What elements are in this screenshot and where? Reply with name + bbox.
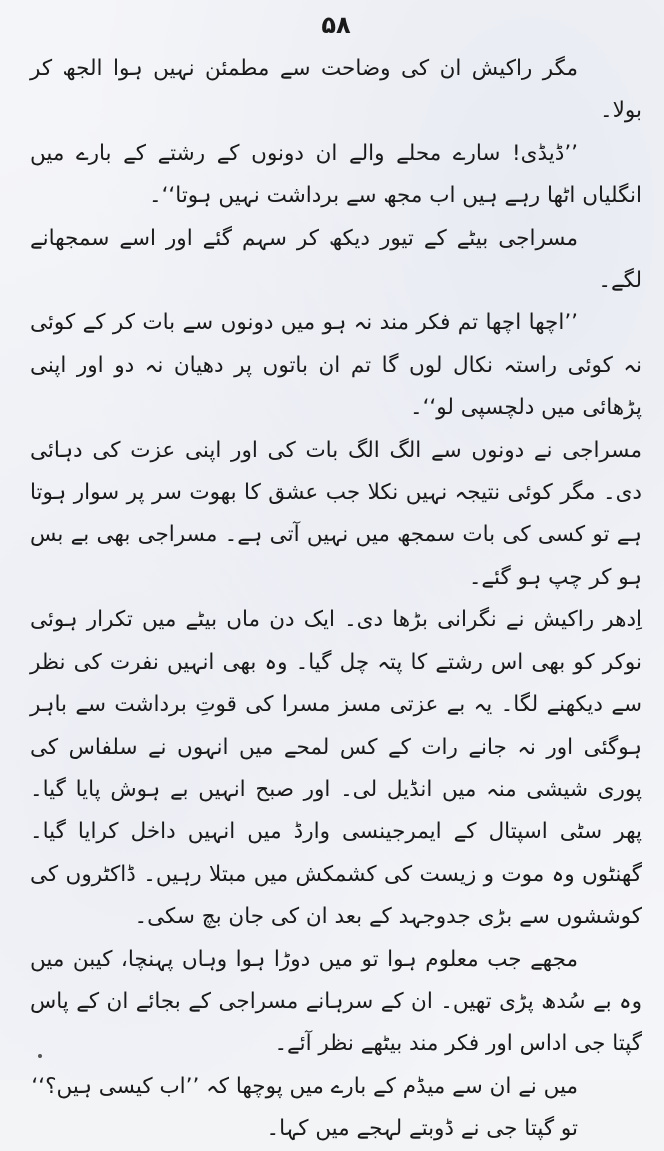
page-body — [30, 48, 642, 1151]
paragraph: مجھے جب معلوم ہوا تو میں دوڑا ہوا وہاں پہنچا، کیبن میں وہ بے سُدھ پڑی تھیں۔ ان کے سرہانے مسراجی کے بجائے ان کے پاس گپتا جی اداس اور فکر مند بیٹھے نظر آئے۔ — [30, 946, 642, 1057]
paragraph: تو گپتا جی نے ڈوبتے لہجے میں کہا۔ — [266, 1116, 578, 1142]
page-number: ۵۸ — [321, 11, 351, 39]
scan-speck — [38, 1054, 42, 1058]
paragraph: مسراجی نے دونوں سے الگ الگ بات کی اور اپنی عزت کی دہائی دی۔ مگر کوئی نتیجہ نہیں نکلا جب عشق کا بھوت سر پر سوار ہوتا ہے تو کسی کی بات سمجھ میں نہیں آتی ہے۔ مسراجی بھی بے بس ہو کر چپ ہو گئے۔ — [30, 437, 642, 590]
paragraph: ’’ڈیڈی! سارے محلے والے ان دونوں کے رشتے کے بارے میں انگلیاں اٹھا رہے ہیں اب مجھ سے برداشت نہیں ہوتا‘‘۔ — [30, 140, 642, 209]
paragraph: مگر راکیش ان کی وضاحت سے مطمئن نہیں ہوا الجھ کر بولا۔ — [30, 56, 642, 124]
paragraph: میں نے ان سے میڈم کے بارے میں پوچھا کہ ’’اب کیسی ہیں؟‘‘ — [31, 1073, 578, 1099]
paragraph: اِدھر راکیش نے نگرانی بڑھا دی۔ ایک دن ماں بیٹے میں تکرار ہوئی نوکر کو بھی اس رشتے کا پتہ چل گیا۔ وہ بھی انہیں نفرت کی نظر سے دیکھنے لگا۔ یہ بے عزتی مسز مسرا کی قوتِ برداشت سے باہر ہوگئی اور نہ جانے رات کے کس لمحے میں انہوں نے سلفاس کی پوری شیشی منہ میں انڈیل لی۔ اور صبح انہیں بے ہوش پایا گیا۔ پھر سٹی اسپتال کے ایمرجینسی وارڈ میں انہیں داخل کرایا گیا۔ گھنٹوں وہ موت و زیست کی کشمکش میں مبتلا رہیں۔ ڈاکٹروں کی کوششوں سے بڑی جدوجہد کے بعد ان کی جان بچ سکی۔ — [30, 607, 642, 930]
paragraph: ’’اچھا اچھا تم فکر مند نہ ہو میں دونوں سے بات کر کے کوئی نہ کوئی راستہ نکال لوں گا تم ان باتوں پر دھیان نہ دو اور اپنی پڑھائی میں دلچسپی لو‘‘۔ — [30, 310, 642, 421]
paragraph: مسراجی بیٹے کے تیور دیکھ کر سہم گئے اور اسے سمجھانے لگے۔ — [30, 225, 642, 294]
